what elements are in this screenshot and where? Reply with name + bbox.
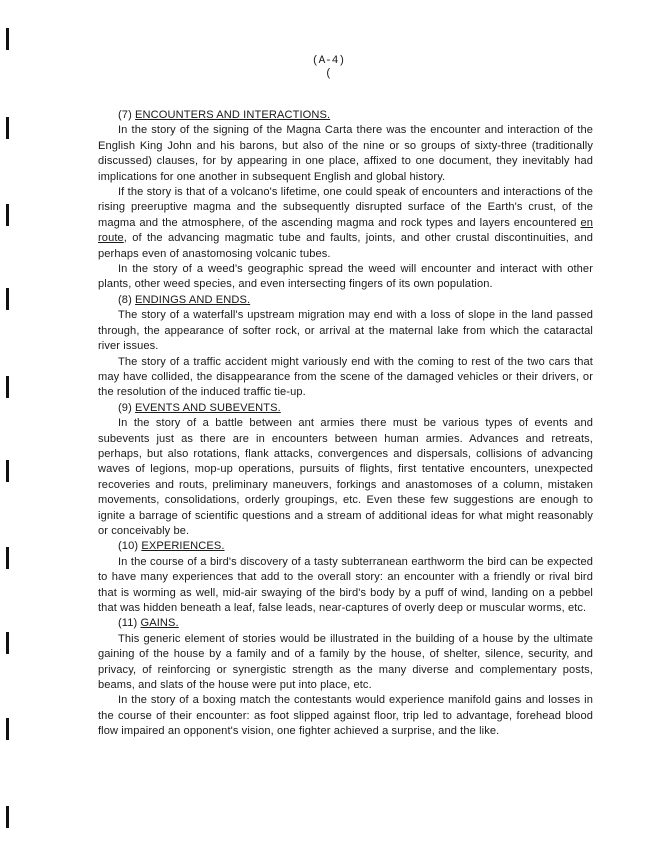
section-heading xyxy=(98,401,593,416)
section-title: EXPERIENCES. xyxy=(141,540,225,553)
paragraph: In the story of a weed's geographic spread the weed will encounter and interact with other plants, other weed species, and even intersecting fingers of its own population. xyxy=(98,263,593,291)
paragraph: In the story of a boxing match the contestants would experience manifold gains and losses in the course of their encounter: as foot slipped against floor, trip led to advantage, forehead blood flow impaired an opponent's vision, one fighter achieved a surprise, and the like. xyxy=(98,694,593,738)
paragraph: In the story of a battle between ant armies there must be various types of events and subevents just as there are in encounters between human armies. Advances and retreats, perhaps, but also rotations, flank attacks, convergences and dispersals, collisions of advancing waves of legions, mop-up operations, pursuits of flights, first tentative encounters, unexpected recoveries and routs, preliminary maneuvers, forkings and anastomoses of a column, mistaken movements, consolidations, orderly groupings, etc. Even these few suggestions are enough to ignite a barrage of scientific questions and a stream of additional ideas for what might reasonably or conceivably be. xyxy=(98,417,593,537)
section-number: (7) xyxy=(118,109,132,121)
paragraph xyxy=(98,185,593,262)
section-heading xyxy=(98,293,593,308)
binding-mark xyxy=(6,460,9,482)
section-title: ENDINGS AND ENDS. xyxy=(135,293,251,306)
paragraph: The story of a waterfall's upstream migration may end with a loss of slope in the land passed through, the appearance of softer rock, or arrival at the maternal lake from which the cataractal river issues. xyxy=(98,309,593,353)
paragraph-text: If the story is that of a volcano's lifetime, one could speak of encounters and interactions of the rising preeruptive magma and the subsequently disrupted surface of the Earth's crust, of the magma and the atmosphere, of the ascending magma and rock types and layers encountered xyxy=(98,186,593,229)
binding-mark xyxy=(6,806,9,828)
section-number: (11) xyxy=(118,617,138,630)
document-body xyxy=(98,108,593,740)
binding-mark xyxy=(6,547,9,569)
binding-mark xyxy=(6,376,9,398)
binding-mark xyxy=(6,288,9,310)
binding-mark xyxy=(6,204,9,226)
section-title: EVENTS AND SUBEVENTS. xyxy=(135,401,281,414)
section-number: (8) xyxy=(118,293,132,306)
paragraph: This generic element of stories would be illustrated in the building of a house by the ultimate gaining of the house by a family and of a family by the house, of shelter, silence, security, and privacy, of reinforcing or synergistic strength as the many diverse and complementary posts, beams, and slats of the house were put into place, etc. xyxy=(98,632,593,692)
section-title: ENCOUNTERS AND INTERACTIONS. xyxy=(135,109,331,121)
paragraph-text: , of the advancing magmatic tube and faults, joints, and other crustal discontinuities, and perhaps even of anastomosing volcanic tubes. xyxy=(98,232,593,260)
binding-mark xyxy=(6,117,9,139)
binding-mark xyxy=(6,28,9,50)
section-heading xyxy=(98,616,593,631)
binding-mark xyxy=(6,632,9,654)
paragraph: The story of a traffic accident might variously end with the coming to rest of the two cars that may have collided, the disappearance from the scene of the damaged vehicles or their drivers, or the resolution of the induced traffic tie-up. xyxy=(98,355,593,399)
binding-mark xyxy=(6,718,9,740)
section-number: (10) xyxy=(118,540,139,553)
page-number: (A-4) xyxy=(311,55,345,67)
section-number: (9) xyxy=(118,401,132,414)
section-title: GAINS. xyxy=(140,617,179,630)
section-heading xyxy=(98,108,593,123)
page-header-mark: ( xyxy=(325,68,332,80)
underlined-phrase: en route xyxy=(98,216,593,245)
paragraph: In the story of the signing of the Magna Carta there was the encounter and interaction of the English King John and his barons, but also of the nine or so groups of sixty-three (traditionally discussed) clauses, for by appearing in one place, affixed to one document, they inevitably had implications for one another in subsequent English and global history. xyxy=(98,124,593,183)
section-heading xyxy=(98,539,593,554)
paragraph: In the course of a bird's discovery of a tasty subterranean earthworm the bird can be expected to have many experiences that add to the overall story: an encounter with a friendly or rival bird that is worming as well, mid-air swaying of the bird's body by a puff of wind, landing on a pebbel that was hidden beneath a leaf, false leads, near-captures of overly deep or muscular worms, etc. xyxy=(98,555,593,614)
